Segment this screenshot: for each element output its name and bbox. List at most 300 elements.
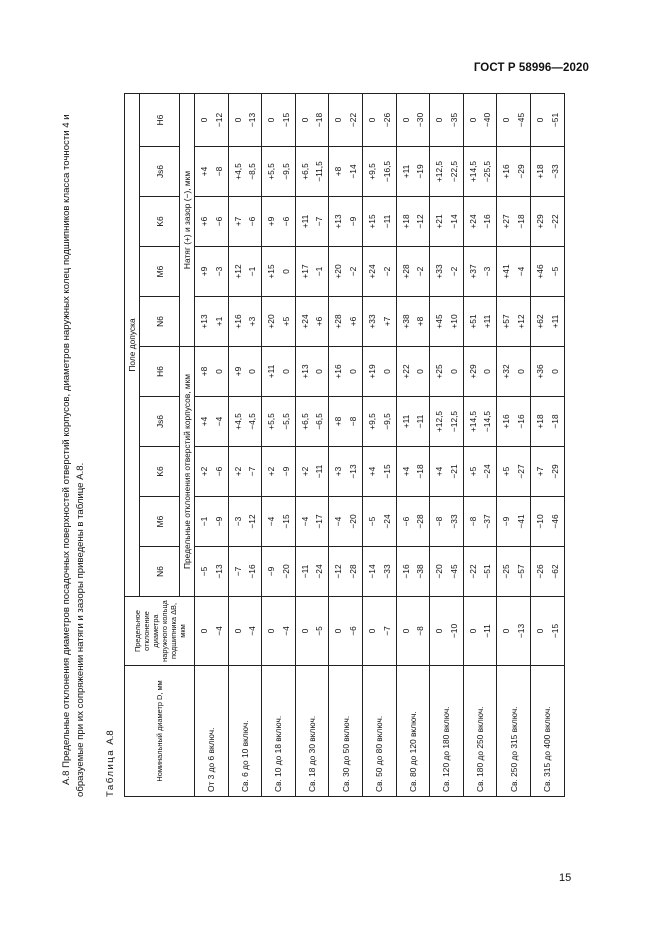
value-cell xyxy=(396,147,430,197)
table-row xyxy=(295,93,329,796)
value-cell xyxy=(530,447,564,497)
value-upper: 0 xyxy=(501,117,512,123)
value-cell xyxy=(362,547,396,597)
value-upper: +16 xyxy=(501,164,512,179)
value-lower: −4 xyxy=(213,626,224,636)
value-cell xyxy=(329,147,363,197)
col-header-size: Номинальный диаметр D, мм xyxy=(125,666,195,797)
value-upper: +17 xyxy=(299,264,310,279)
value-lower: −46 xyxy=(549,514,560,529)
value-upper: 0 xyxy=(534,628,545,634)
value-cell xyxy=(497,497,531,547)
value-cell xyxy=(362,347,396,397)
value-cell xyxy=(396,197,430,247)
value-upper: −16 xyxy=(400,564,411,579)
field-header-4: H6 xyxy=(140,347,180,397)
value-lower: +11 xyxy=(482,314,493,329)
value-lower: −6 xyxy=(213,466,224,477)
value-upper: +13 xyxy=(199,314,209,329)
rotated-content xyxy=(60,94,600,797)
value-lower: +1 xyxy=(213,316,224,327)
value-cell xyxy=(195,397,229,447)
value-upper: +15 xyxy=(366,214,377,229)
value-cell xyxy=(262,147,296,197)
value-upper: 0 xyxy=(199,628,209,634)
field-header-9: H6 xyxy=(140,93,180,146)
value-cell xyxy=(329,93,363,146)
value-upper: +29 xyxy=(467,364,478,379)
value-upper: −12 xyxy=(333,564,344,579)
value-upper: −14 xyxy=(366,564,377,579)
value-cell xyxy=(362,497,396,547)
value-upper: 0 xyxy=(299,117,310,123)
value-cell xyxy=(362,297,396,347)
value-lower: −21 xyxy=(448,464,459,479)
value-upper: −7 xyxy=(232,566,243,577)
value-upper: −3 xyxy=(232,516,243,527)
value-lower: −15 xyxy=(381,464,392,479)
value-upper: −4 xyxy=(333,516,344,527)
value-lower: −16 xyxy=(515,414,526,429)
value-lower: −4 xyxy=(247,626,258,636)
value-lower: −14,5 xyxy=(482,410,493,433)
value-cell xyxy=(396,497,430,547)
value-cell xyxy=(362,147,396,197)
value-upper: −8 xyxy=(467,516,478,527)
value-upper: +4,5 xyxy=(232,163,243,180)
value-lower: −8,5 xyxy=(247,163,258,180)
size-cell: Св. 6 до 10 включ. xyxy=(228,666,262,797)
value-upper: +9,5 xyxy=(366,413,377,430)
value-upper: +8 xyxy=(333,416,344,427)
value-lower: −18 xyxy=(314,112,325,128)
value-upper: +6,5 xyxy=(299,413,310,430)
value-lower: −24 xyxy=(482,464,493,479)
value-upper: +6,5 xyxy=(299,163,310,180)
value-lower: 0 xyxy=(280,269,291,274)
value-upper: +5 xyxy=(501,466,512,477)
value-lower: −5,5 xyxy=(280,413,291,430)
value-cell xyxy=(228,147,262,197)
value-upper: −26 xyxy=(534,564,545,579)
size-cell: Св. 315 до 400 включ. xyxy=(530,666,564,797)
value-cell xyxy=(463,297,497,347)
value-upper: +45 xyxy=(434,314,445,329)
value-cell xyxy=(430,197,464,247)
size-cell: Св. 50 до 80 включ. xyxy=(362,666,396,797)
value-lower: −51 xyxy=(482,564,493,579)
value-upper: +8 xyxy=(199,366,209,377)
value-upper: 0 xyxy=(467,117,478,123)
table-row xyxy=(396,93,430,796)
value-lower: −16 xyxy=(482,214,493,229)
value-lower: −3 xyxy=(213,266,224,277)
value-cell xyxy=(497,447,531,497)
table-row xyxy=(530,93,564,796)
caption-number: А.8 xyxy=(105,730,116,745)
value-cell xyxy=(195,147,229,197)
table-row xyxy=(262,93,296,796)
value-upper: +9 xyxy=(199,266,209,277)
value-cell xyxy=(430,247,464,297)
value-upper: +2 xyxy=(199,466,209,477)
value-lower: −7 xyxy=(247,466,258,477)
value-lower: +6 xyxy=(314,316,325,327)
value-upper: +14,5 xyxy=(467,160,478,183)
value-lower: +10 xyxy=(448,314,459,329)
value-lower: −27 xyxy=(515,464,526,479)
value-upper: +13 xyxy=(333,214,344,229)
value-cell xyxy=(329,397,363,447)
value-lower: −33 xyxy=(448,514,459,529)
value-upper: 0 xyxy=(434,628,445,634)
value-cell xyxy=(295,93,329,146)
value-lower: −4 xyxy=(213,416,224,427)
value-upper: 0 xyxy=(333,117,344,123)
value-upper: +18 xyxy=(534,414,545,429)
value-cell xyxy=(329,347,363,397)
value-cell xyxy=(530,197,564,247)
value-lower: −9,5 xyxy=(280,163,291,180)
value-cell xyxy=(295,497,329,547)
value-upper: +38 xyxy=(400,314,411,329)
value-lower: −17 xyxy=(314,514,325,529)
value-cell xyxy=(262,447,296,497)
value-upper: +24 xyxy=(299,314,310,329)
value-lower: −1 xyxy=(314,266,325,277)
value-cell xyxy=(396,247,430,297)
value-lower: −12 xyxy=(415,214,426,229)
value-lower: −37 xyxy=(482,514,493,529)
value-lower: −33 xyxy=(381,564,392,579)
value-cell xyxy=(530,297,564,347)
value-cell xyxy=(396,347,430,397)
value-lower: −62 xyxy=(549,564,560,579)
value-upper: −20 xyxy=(434,564,445,579)
value-lower: −2 xyxy=(347,266,358,277)
value-upper: +2 xyxy=(299,466,310,477)
value-lower: +7 xyxy=(381,316,392,327)
value-upper: +27 xyxy=(501,214,512,229)
value-upper: −6 xyxy=(400,516,411,527)
value-lower: −28 xyxy=(415,514,426,529)
value-cell xyxy=(228,497,262,547)
value-lower: +6 xyxy=(347,316,358,327)
value-cell xyxy=(228,347,262,397)
value-upper: 0 xyxy=(434,117,445,123)
value-cell xyxy=(262,93,296,146)
table-row xyxy=(430,93,464,796)
value-lower: −29 xyxy=(549,464,560,479)
value-upper: 0 xyxy=(299,628,310,634)
value-cell xyxy=(295,247,329,297)
value-cell xyxy=(362,247,396,297)
value-upper: +5 xyxy=(467,466,478,477)
value-upper: +36 xyxy=(534,364,545,379)
value-lower: −12 xyxy=(247,514,258,529)
value-upper: +16 xyxy=(232,314,243,329)
bearing-dev-cell xyxy=(195,597,229,666)
value-upper: +28 xyxy=(333,314,344,329)
value-cell xyxy=(295,447,329,497)
bearing-dev-cell xyxy=(430,597,464,666)
value-lower: −13 xyxy=(347,464,358,479)
value-cell xyxy=(463,247,497,297)
value-cell xyxy=(430,347,464,397)
value-upper: +7 xyxy=(534,466,545,477)
value-upper: +20 xyxy=(266,314,277,329)
value-lower: −9 xyxy=(280,466,291,477)
value-cell xyxy=(295,197,329,247)
value-cell xyxy=(497,93,531,146)
value-cell xyxy=(295,397,329,447)
value-upper: +33 xyxy=(434,264,445,279)
value-lower: −24 xyxy=(381,514,392,529)
value-upper: +11 xyxy=(266,364,277,379)
intro-text: А.8 Предельные отклонения диаметров посадочных поверхностей отверстий корпусов, диаметров наружных колец подшипников класса точности 4 и образуемые при их сопряжении натяги и зазоры приведены в таблице А.8. xyxy=(61,114,86,797)
value-cell xyxy=(329,547,363,597)
value-upper: +14,5 xyxy=(467,410,478,433)
value-lower: −41 xyxy=(515,514,526,529)
value-upper: +4 xyxy=(400,466,411,477)
value-cell xyxy=(362,197,396,247)
value-cell xyxy=(396,297,430,347)
value-upper: +32 xyxy=(501,364,512,379)
value-upper: −5 xyxy=(199,566,209,577)
size-cell: От 3 до 6 включ. xyxy=(195,666,229,797)
value-lower: −2 xyxy=(415,266,426,277)
value-upper: 0 xyxy=(467,628,478,634)
value-cell xyxy=(430,447,464,497)
value-cell xyxy=(530,547,564,597)
value-upper: 0 xyxy=(266,117,277,123)
value-upper: +15 xyxy=(266,264,277,279)
value-lower: −2 xyxy=(448,266,459,277)
value-lower: −6 xyxy=(347,626,358,636)
size-cell: Св. 18 до 30 включ. xyxy=(295,666,329,797)
document-header: ГОСТ Р 58996—2020 xyxy=(473,62,589,74)
value-lower: −6 xyxy=(247,216,258,227)
value-upper: −9 xyxy=(266,566,277,577)
value-lower: +12 xyxy=(515,314,526,329)
bearing-dev-cell xyxy=(497,597,531,666)
value-cell xyxy=(497,297,531,347)
value-lower: −20 xyxy=(347,514,358,529)
value-cell xyxy=(362,93,396,146)
value-cell xyxy=(463,547,497,597)
bearing-dev-cell xyxy=(362,597,396,666)
value-cell xyxy=(195,347,229,397)
value-lower: −51 xyxy=(549,112,560,128)
value-lower: −6 xyxy=(280,216,291,227)
sub-header-fit: Натяг (+) и зазор (−), мкм xyxy=(180,93,195,346)
value-lower: −57 xyxy=(515,564,526,579)
value-cell xyxy=(396,547,430,597)
value-lower: −11 xyxy=(482,624,493,638)
value-upper: +2 xyxy=(266,466,277,477)
value-cell xyxy=(195,247,229,297)
value-upper: +4 xyxy=(199,166,209,177)
value-cell xyxy=(362,397,396,447)
value-lower: −11 xyxy=(415,414,426,429)
value-lower: 0 xyxy=(247,369,258,374)
size-cell: Св. 80 до 120 включ. xyxy=(396,666,430,797)
table-caption xyxy=(105,730,116,797)
value-lower: −15 xyxy=(280,112,291,128)
bearing-dev-cell xyxy=(530,597,564,666)
value-upper: +11 xyxy=(400,414,411,429)
value-lower: −4 xyxy=(515,266,526,277)
value-cell xyxy=(463,497,497,547)
value-lower: −29 xyxy=(515,164,526,179)
value-cell xyxy=(463,347,497,397)
size-cell: Св. 250 до 315 включ. xyxy=(497,666,531,797)
value-cell xyxy=(430,547,464,597)
value-lower: 0 xyxy=(213,369,224,374)
value-upper: +9 xyxy=(232,366,243,377)
value-cell xyxy=(530,147,564,197)
value-lower: 0 xyxy=(280,369,291,374)
value-lower: −30 xyxy=(415,112,426,128)
value-lower: 0 xyxy=(415,369,426,374)
value-upper: −9 xyxy=(501,516,512,527)
value-lower: −14 xyxy=(448,214,459,229)
value-upper: +57 xyxy=(501,314,512,329)
value-upper: +12 xyxy=(232,264,243,279)
value-cell xyxy=(195,547,229,597)
value-cell xyxy=(463,147,497,197)
tolerance-table xyxy=(124,93,565,797)
field-header-3: Js6 xyxy=(140,397,180,447)
value-upper: +29 xyxy=(534,214,545,229)
field-header-2: K6 xyxy=(140,447,180,497)
value-upper: 0 xyxy=(366,628,377,634)
value-cell xyxy=(329,497,363,547)
value-upper: +4 xyxy=(366,466,377,477)
size-cell: Св. 120 до 180 включ. xyxy=(430,666,464,797)
value-cell xyxy=(329,447,363,497)
value-lower: −8 xyxy=(213,166,224,177)
value-cell xyxy=(228,247,262,297)
value-lower: −12,5 xyxy=(448,410,459,433)
value-upper: −22 xyxy=(467,564,478,579)
value-cell xyxy=(262,497,296,547)
value-lower: −9 xyxy=(213,516,224,527)
value-upper: +5,5 xyxy=(266,163,277,180)
value-lower: −28 xyxy=(347,564,358,579)
value-lower: −20 xyxy=(280,564,291,579)
value-upper: +7 xyxy=(232,216,243,227)
col-header-field-group: Поле допуска xyxy=(125,93,140,596)
bearing-dev-cell xyxy=(262,597,296,666)
value-lower: +8 xyxy=(415,316,426,327)
value-lower: −16,5 xyxy=(381,160,392,183)
value-lower: −18 xyxy=(515,214,526,229)
value-lower: −10 xyxy=(448,623,459,639)
value-cell xyxy=(262,347,296,397)
value-upper: 0 xyxy=(266,628,277,634)
value-upper: 0 xyxy=(232,628,243,634)
value-lower: −14 xyxy=(347,164,358,179)
bearing-dev-cell xyxy=(295,597,329,666)
table-row xyxy=(463,93,497,796)
value-upper: 0 xyxy=(366,117,377,123)
value-upper: +12,5 xyxy=(434,410,445,433)
sub-header-hole-dev: Предельные отклонения отверстий корпусов, мкм xyxy=(180,347,195,597)
value-cell xyxy=(262,297,296,347)
value-upper: −5 xyxy=(366,516,377,527)
value-upper: +25 xyxy=(434,364,445,379)
value-lower: −8 xyxy=(347,416,358,427)
value-upper: −4 xyxy=(299,516,310,527)
value-upper: 0 xyxy=(400,628,411,634)
value-upper: 0 xyxy=(333,628,344,634)
size-cell: Св. 10 до 18 включ. xyxy=(262,666,296,797)
value-lower: −11,5 xyxy=(314,161,325,182)
value-lower: −9 xyxy=(347,216,358,227)
value-cell xyxy=(430,297,464,347)
value-lower: 0 xyxy=(549,369,560,374)
value-lower: 0 xyxy=(448,369,459,374)
value-cell xyxy=(228,93,262,146)
field-header-7: K6 xyxy=(140,197,180,247)
value-cell xyxy=(497,347,531,397)
value-upper: +24 xyxy=(366,264,377,279)
value-upper: +41 xyxy=(501,264,512,279)
value-cell xyxy=(430,397,464,447)
value-cell xyxy=(396,397,430,447)
value-lower: 0 xyxy=(482,369,493,374)
value-upper: +37 xyxy=(467,264,478,279)
value-lower: −18 xyxy=(549,414,560,429)
value-lower: −22 xyxy=(549,214,560,229)
value-lower: −40 xyxy=(482,112,493,128)
value-cell xyxy=(497,197,531,247)
field-header-0: N6 xyxy=(140,547,180,597)
value-lower: −16 xyxy=(247,564,258,579)
value-cell xyxy=(530,247,564,297)
value-upper: +28 xyxy=(400,264,411,279)
value-cell xyxy=(329,297,363,347)
value-cell xyxy=(228,397,262,447)
value-cell xyxy=(295,347,329,397)
value-cell xyxy=(497,147,531,197)
value-cell xyxy=(396,447,430,497)
value-upper: +13 xyxy=(299,364,310,379)
value-lower: −1 xyxy=(247,266,258,277)
value-lower: −5 xyxy=(549,266,560,277)
value-cell xyxy=(195,197,229,247)
value-upper: +8 xyxy=(333,166,344,177)
value-lower: −12 xyxy=(213,112,224,128)
value-cell xyxy=(228,547,262,597)
value-cell xyxy=(530,397,564,447)
value-cell xyxy=(262,547,296,597)
value-lower: +3 xyxy=(247,316,258,327)
value-lower: −13 xyxy=(247,112,258,128)
value-cell xyxy=(530,93,564,146)
col-header-bearing-dev: Предельное отклонение диаметра наружного кольца подшипника ΔВ, мкм xyxy=(125,597,195,666)
value-upper: +22 xyxy=(400,364,411,379)
value-cell xyxy=(262,247,296,297)
value-cell xyxy=(463,397,497,447)
value-lower: 0 xyxy=(515,369,526,374)
value-lower: −7 xyxy=(381,626,392,636)
value-upper: +24 xyxy=(467,214,478,229)
value-lower: −45 xyxy=(448,564,459,579)
value-upper: +11 xyxy=(299,214,310,229)
value-upper: +51 xyxy=(467,314,478,329)
